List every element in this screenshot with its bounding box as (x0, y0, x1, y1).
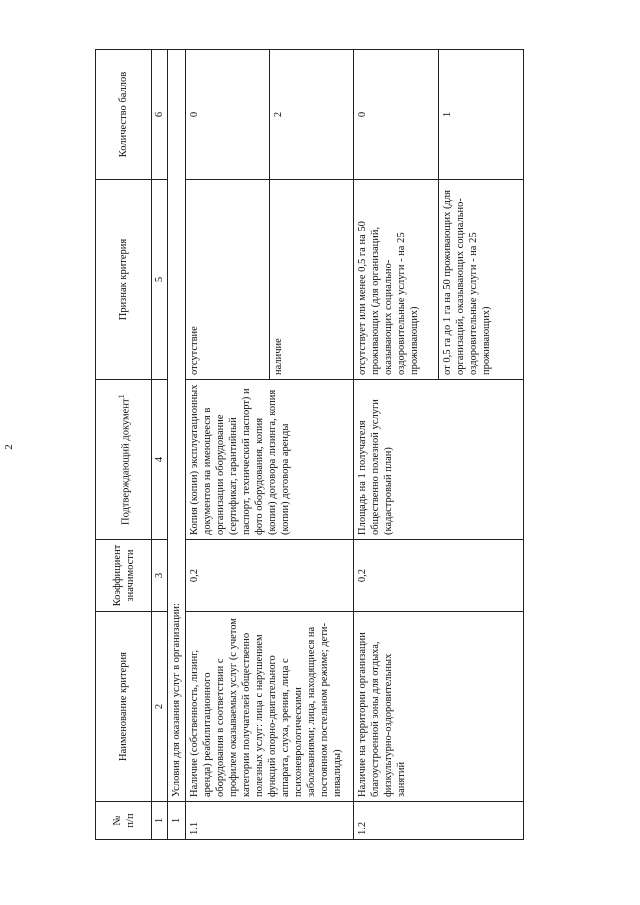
col-number: 1 (152, 802, 168, 840)
row-name: Наличие на территории организации благоустроенной зоны для отдыха, физкультурно-оздоровительных занятий (354, 612, 524, 802)
row-num: 1.2 (354, 802, 524, 840)
col-number: 5 (152, 180, 168, 380)
header-num: № п/п (96, 802, 152, 840)
page-number: 2 (3, 444, 15, 450)
section-num: 1 (168, 802, 186, 840)
row-coef: 0,2 (354, 540, 524, 612)
criterion-points: 0 (186, 50, 270, 180)
col-number: 6 (152, 50, 168, 180)
criterion-points: 0 (354, 50, 439, 180)
header-doc: Подтверждающий документ$^1$ (96, 380, 152, 540)
criterion-sign: от 0,5 га до 1 га на 50 проживающих (для организаций, оказывающих социально-оздоровительные услуги - на 25 проживающих) (439, 180, 524, 380)
header-coef: Коэффициент значимости (96, 540, 152, 612)
header-sign: Признак критерия (96, 180, 152, 380)
row-num: 1.1 (186, 802, 354, 840)
rotated-table-container (95, 50, 580, 840)
header-name: Наименование критерия (96, 612, 152, 802)
header-points: Количество баллов (96, 50, 152, 180)
criterion-sign: отсутствует или менее 0,5 га на 50 проживающих (для организаций, оказывающих социально-оздоровительные услуги - на 25 проживающих) (354, 180, 439, 380)
criterion-sign: наличие (270, 180, 354, 380)
criterion-points: 2 (270, 50, 354, 180)
row-coef: 0,2 (186, 540, 354, 612)
criteria-table (95, 49, 524, 840)
col-number: 3 (152, 540, 168, 612)
criterion-sign: отсутствие (186, 180, 270, 380)
col-number: 2 (152, 612, 168, 802)
col-number: 4 (152, 380, 168, 540)
row-doc: Копия (копии) эксплуатационных документов на имеющееся в организации оборудование (сертификат, гарантийный паспорт, технический паспорт) и фото оборудования, копия (копии) договора лизинга, копия (копии) договора аренды (186, 380, 354, 540)
row-doc: Площадь на 1 получателя общественно полезной услуги (кадастровый план) (354, 380, 524, 540)
section-title: Условия для оказания услуг в организации: (168, 50, 186, 802)
criterion-points: 1 (439, 50, 524, 180)
row-name: Наличие (собственность, лизинг, аренда) реабилитационного оборудования в соответствии с профилем оказываемых услуг (с учетом категории получателей общественно полезных услуг: лица с нарушением функций опорно-двигательного аппарата, слуха, зрения, лица с психоневрологическими заболеваниями; лица, находящиеся на постоянном постельном режиме; дети-инвалиды) (186, 612, 354, 802)
